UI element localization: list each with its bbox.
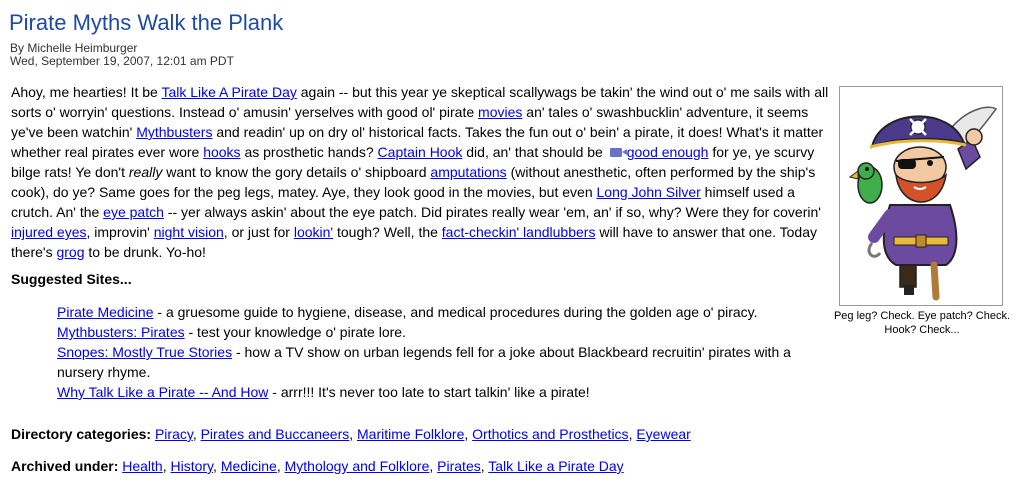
list-item: Pirate Medicine - a gruesome guide to hygiene, disease, and medical procedures during the golden age o' piracy. bbox=[57, 304, 758, 320]
archive-link[interactable]: History bbox=[170, 458, 214, 474]
link-talk-like-a-pirate-day[interactable]: Talk Like A Pirate Day bbox=[161, 84, 297, 100]
directory-categories: Directory categories: Piracy, Pirates and Buccaneers, Maritime Folklore, Orthotics and Prosthetics, Eyewear bbox=[11, 426, 691, 442]
directory-label: Directory categories: bbox=[11, 426, 152, 442]
link-injured-eyes[interactable]: injured eyes bbox=[11, 224, 87, 240]
archive-link[interactable]: Medicine bbox=[220, 458, 277, 474]
suggested-sites-heading: Suggested Sites... bbox=[11, 271, 132, 287]
link-lookin[interactable]: lookin' bbox=[293, 224, 334, 240]
category-link[interactable]: Eyewear bbox=[636, 426, 691, 442]
byline bbox=[10, 42, 234, 68]
link-snopes[interactable]: Snopes: Mostly True Stories bbox=[57, 344, 233, 360]
link-mythbusters[interactable]: Mythbusters bbox=[136, 124, 213, 140]
category-link[interactable]: Maritime Folklore bbox=[357, 426, 465, 442]
article-title: Pirate Myths Walk the Plank bbox=[9, 10, 284, 35]
category-link[interactable]: Pirates and Buccaneers bbox=[200, 426, 350, 442]
archive-link[interactable]: Talk Like a Pirate Day bbox=[488, 458, 624, 474]
link-why-talk-like-a-pirate[interactable]: Why Talk Like a Pirate -- And How bbox=[57, 384, 269, 400]
archive-link[interactable]: Pirates bbox=[437, 458, 481, 474]
figure-caption: Peg leg? Check. Eye patch? Check. Hook? Check... bbox=[833, 310, 1011, 336]
link-fact-checkin-landlubbers[interactable]: fact-checkin' landlubbers bbox=[441, 224, 596, 240]
link-night-vision[interactable]: night vision bbox=[153, 224, 224, 240]
pirate-cartoon-image bbox=[840, 87, 1002, 305]
author: By Michelle Heimburger bbox=[10, 41, 138, 55]
archived-label: Archived under: bbox=[11, 458, 119, 474]
publish-date: Wed, September 19, 2007, 12:01 am PDT bbox=[10, 54, 234, 68]
article-body bbox=[11, 82, 831, 262]
list-item: Mythbusters: Pirates - test your knowledge o' pirate lore. bbox=[57, 324, 406, 340]
list-item: Why Talk Like a Pirate -- And How - arrr!!! It's never too late to start talkin' like a pirate! bbox=[57, 384, 590, 400]
link-pirate-medicine[interactable]: Pirate Medicine bbox=[57, 304, 154, 320]
link-grog[interactable]: grog bbox=[56, 244, 85, 260]
category-link[interactable]: Orthotics and Prosthetics bbox=[472, 426, 629, 442]
link-mythbusters-pirates[interactable]: Mythbusters: Pirates bbox=[57, 324, 185, 340]
list-item: Snopes: Mostly True Stories - how a TV show on urban legends fell for a joke about Blackbeard recruitin' pirates with a nursery rhyme. bbox=[57, 344, 791, 380]
link-hooks[interactable]: hooks bbox=[203, 144, 241, 160]
link-long-john-silver[interactable]: Long John Silver bbox=[596, 184, 701, 200]
archive-link[interactable]: Health bbox=[122, 458, 163, 474]
link-eye-patch[interactable]: eye patch bbox=[103, 204, 164, 220]
link-captain-hook[interactable]: Captain Hook bbox=[377, 144, 463, 160]
video-camera-icon[interactable] bbox=[610, 148, 622, 157]
category-link[interactable]: Piracy bbox=[154, 426, 193, 442]
link-good-enough[interactable]: good enough bbox=[626, 144, 709, 160]
pirate-illustration bbox=[839, 86, 1003, 306]
link-amputations[interactable]: amputations bbox=[430, 164, 507, 180]
archived-under: Archived under: Health, History, Medicine, Mythology and Folklore, Pirates, Talk Like a Pirate Day bbox=[11, 458, 624, 474]
body-paragraph: Ahoy, me hearties! It be Talk Like A Pirate Day again -- but this year ye skeptical scallywags be takin' the wind out o' me sails with all sorts o' worryin' questions. Instead o' amusin' yerselves with good ol' pirate movies an' tales o' swashbucklin' adventure, it seems ye've been watchin' Mythbusters and readin' up on dry ol' historical facts. Takes the fun out o' bein' a pirate, it does! What's it matter whether real pirates ever wore hooks as prosthetic hands? Captain Hook did, an' that should be good enough for ye, ye scurvy bilge rats! Ye don't really want to know the gory details o' shipboard amputations (without anesthetic, often performed by the ship's cook), do ye? Same goes for the peg legs, matey. Aye, they look good in the movies, but even Long John Silver himself used a crutch. An' the eye patch -- yer always askin' about the eye patch. Did pirates really wear 'em, an' if so, why? Were they for coverin' injured eyes, improvin' night vision, or just for lookin' tough? Well, the fact-checkin' landlubbers will have to answer that one. Today there's grog to be drunk. Yo-ho! bbox=[11, 84, 829, 260]
link-movies[interactable]: movies bbox=[478, 104, 523, 120]
archive-link[interactable]: Mythology and Folklore bbox=[284, 458, 430, 474]
suggested-sites-list bbox=[57, 302, 837, 402]
